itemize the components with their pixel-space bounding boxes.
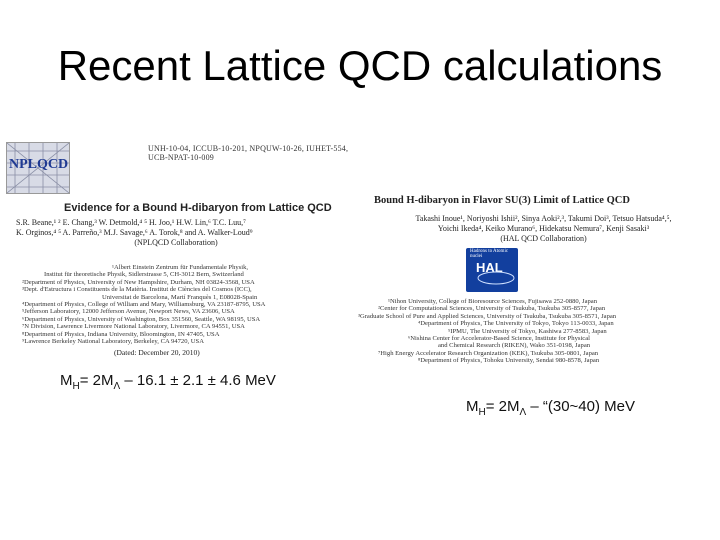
affiliation-line: ⁸Department of Physics, Indiana University, Bloomington, IN 47405, USA xyxy=(22,330,220,338)
result-equation-nplqcd: $M_H= 2M_\Lambda - 16.1 \pm 2.1 \pm 4.6$ MeV xyxy=(60,372,276,392)
author-line: Yoichi Ikeda⁴, Keiko Murano⁶, Hidekatsu Nemura⁷, Kenji Sasaki³ xyxy=(437,224,650,233)
affiliation-line: ⁹Lawrence Berkeley National Laboratory, Berkeley, CA 94720, USA xyxy=(22,338,204,346)
paper1-title: Evidence for a Bound H-dibaryon from Lattice QCD xyxy=(64,202,332,214)
paper-halqcd xyxy=(358,186,708,386)
preprint-numbers: UNH-10-04, ICCUB-10-201, NPQUW-10-26, IUHET-554, UCB-NPAT-10-009 xyxy=(148,144,349,162)
hal-logo-text: HAL xyxy=(476,260,503,275)
nplqcd-logo xyxy=(6,142,70,194)
affiliation-line: ⁶Department of Physics, University of Washington, Box 351560, Seattle, WA 98195, USA xyxy=(22,315,261,323)
affiliation-line: Universitat de Barcelona, Martí Franquès 1, E08028-Spain xyxy=(102,293,258,301)
affiliation-line: ⁵Jefferson Laboratory, 12000 Jefferson Avenue, Newport News, VA 23606, USA xyxy=(22,308,235,316)
nplqcd-logo-text: NPLQCD xyxy=(9,157,69,172)
paper2-authors xyxy=(376,214,711,244)
author-line: K. Orginos,⁴ ⁵ A. Parreño,³ M.J. Savage,⁶ A. Torok,⁸ and A. Walker-Loud⁹ xyxy=(16,228,253,237)
affiliation-line: Institut für theoretische Physik, Sidlerstrasse 5, CH-3012 Bern, Switzerland xyxy=(44,271,244,279)
paper1-date: (Dated: December 20, 2010) xyxy=(114,348,200,357)
affiliation-line: and Chemical Research (RIKEN), Wako 351-0198, Japan xyxy=(438,342,591,350)
collaboration-name: (NPLQCD Collaboration) xyxy=(134,238,218,247)
affiliation-line: ⁴Department of Physics, The University of Tokyo, Tokyo 113-0033, Japan xyxy=(418,320,614,328)
slide-title: Recent Lattice QCD calculations xyxy=(57,42,663,89)
hal-qcd-logo xyxy=(466,248,518,292)
affiliation-line: ³Graduate School of Pure and Applied Sciences, University of Tsukuba, Tsukuba 305-8571, Japan xyxy=(358,312,617,320)
paper1-affiliations xyxy=(22,264,352,345)
affiliation-line: ⁶Nishina Center for Accelerator-Based Science, Institute for Physical xyxy=(408,335,590,343)
affiliation-line: ¹Nihon University, College of Bioresource Sciences, Fujisawa 252-0880, Japan xyxy=(388,298,598,305)
affiliation-line: ⁷High Energy Accelerator Research Organization (KEK), Tsukuba 305-0801, Japan xyxy=(378,349,599,357)
affiliation-line: ²Department of Physics, University of New Hampshire, Durham, NH 03824-3568, USA xyxy=(22,278,255,286)
hal-logo-subtext: Hadrons to Atomic nuclei xyxy=(470,249,509,259)
affiliation-line: ⁷N Division, Lawrence Livermore National Laboratory, Livermore, CA 94551, USA xyxy=(22,323,245,331)
affiliation-line: ¹Albert Einstein Zentrum für Fundamentale Physik, xyxy=(112,264,249,271)
affiliation-line: ²Center for Computational Sciences, University of Tsukuba, Tsukuba 305-8577, Japan xyxy=(378,305,606,313)
affiliation-line: ³Dept. d'Estructura i Constituents de la Matèria. Institut de Ciències del Cosmos (ICC), xyxy=(22,286,252,294)
paper1-authors xyxy=(16,218,336,248)
collaboration-name: (HAL QCD Collaboration) xyxy=(500,234,587,243)
paper2-title: Bound H-dibaryon in Flavor SU(3) Limit of Lattice QCD xyxy=(374,195,630,206)
affiliation-line: ⁴Department of Physics, College of William and Mary, Williamsburg, VA 23187-8795, USA xyxy=(22,301,266,309)
affiliation-line: ⁵IPMU, The University of Tokyo, Kashiwa 277-8583, Japan xyxy=(448,327,607,335)
paper2-affiliations xyxy=(358,298,708,365)
result-equation-halqcd: $M_H= 2M_\Lambda$ – “(30~40) MeV xyxy=(466,398,635,418)
author-line: S.R. Beane,¹ ² E. Chang,³ W. Detmold,⁴ ⁵ H. Joo,¹ H.W. Lin,⁶ T.C. Luu,⁷ xyxy=(16,218,246,227)
orbit-icon xyxy=(466,248,518,292)
author-line: Takashi Inoue¹, Noriyoshi Ishii², Sinya Aoki²,³, Takumi Doi³, Tetsuo Hatsuda⁴,⁵, xyxy=(415,214,672,223)
paper-nplqcd xyxy=(4,136,350,366)
affiliation-line: ⁸Department of Physics, Tohoku University, Sendai 980-8578, Japan xyxy=(418,357,600,365)
